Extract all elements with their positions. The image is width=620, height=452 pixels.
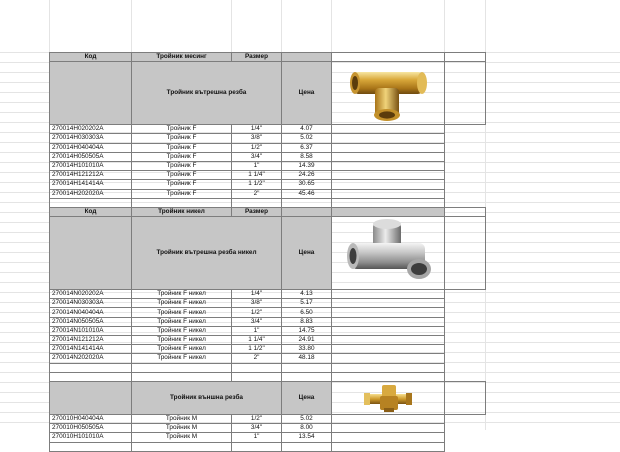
- header-name: Тройник месинг: [132, 53, 232, 62]
- cell-code: 270014N050505A: [50, 317, 132, 326]
- table-row: [50, 424, 486, 433]
- cell-name: Тройник F никел: [132, 290, 232, 299]
- cell-price: 24.26: [282, 171, 332, 180]
- cell-code: 270014H030303A: [50, 134, 132, 143]
- cell-price: 6.50: [282, 308, 332, 317]
- cell-price: 5.02: [282, 134, 332, 143]
- price-header: Цена: [282, 62, 332, 125]
- cell-name: Тройник F никел: [132, 336, 232, 345]
- table-row: [50, 171, 486, 180]
- table-row: [50, 354, 486, 363]
- table-row: [50, 189, 486, 198]
- cell-size: 1 1/4": [232, 336, 282, 345]
- cell-name: Тройник F: [132, 161, 232, 170]
- cell-price: 14.75: [282, 326, 332, 335]
- cell-name: Тройник F: [132, 152, 232, 161]
- cell-size: 1 1/2": [232, 345, 282, 354]
- cell-code: 270014N030303A: [50, 299, 132, 308]
- cell-price: 14.39: [282, 161, 332, 170]
- cell-code: 270014H121212A: [50, 171, 132, 180]
- cell-code: 270010H101010A: [50, 433, 132, 442]
- table-row: [50, 180, 486, 189]
- subheader-label: Тройник вътрешна резба: [132, 62, 282, 125]
- cell-size: 1": [232, 161, 282, 170]
- table-row: [50, 308, 486, 317]
- cell-size: 1/4": [232, 125, 282, 134]
- header-code: Код: [50, 53, 132, 62]
- cell-name: Тройник F: [132, 143, 232, 152]
- cell-code: 270014H202020A: [50, 189, 132, 198]
- header-code: Код: [50, 207, 132, 216]
- cell-price: 8.58: [282, 152, 332, 161]
- cell-price: 4.07: [282, 125, 332, 134]
- cell-name: Тройник F никел: [132, 326, 232, 335]
- cell-name: Тройник F никел: [132, 308, 232, 317]
- subheader-label: Тройник вътрешна резба никел: [132, 217, 282, 290]
- table-row: [50, 299, 486, 308]
- cell-name: Тройник F: [132, 125, 232, 134]
- brass-tee-image: [332, 62, 445, 125]
- cell-code: 270014H040404A: [50, 143, 132, 152]
- table-row: [50, 433, 486, 442]
- cell-price: 6.37: [282, 143, 332, 152]
- table-row: [50, 326, 486, 335]
- cell-price: 8.83: [282, 317, 332, 326]
- cell-code: 270014N020202A: [50, 290, 132, 299]
- table-row: [50, 152, 486, 161]
- table-row: [50, 125, 486, 134]
- cell-size: 1/2": [232, 143, 282, 152]
- cell-size: 3/8": [232, 134, 282, 143]
- cell-code: 270014N202020A: [50, 354, 132, 363]
- cell-size: 2": [232, 354, 282, 363]
- cell-name: Тройник F: [132, 180, 232, 189]
- price-header: Цена: [282, 217, 332, 290]
- nickel-tee-icon: [343, 217, 433, 289]
- cell-price: 4.13: [282, 290, 332, 299]
- cell-size: 1/2": [232, 414, 282, 423]
- cell-name: Тройник F никел: [132, 317, 232, 326]
- table-row: [50, 290, 486, 299]
- cell-size: 1/2": [232, 308, 282, 317]
- cell-size: 3/4": [232, 317, 282, 326]
- cell-name: Тройник F никел: [132, 354, 232, 363]
- cell-code: 270010H050505A: [50, 424, 132, 433]
- cell-code: 270014N121212A: [50, 336, 132, 345]
- cell-price: 24.91: [282, 336, 332, 345]
- cell-size: 3/4": [232, 152, 282, 161]
- subheader-row-male: [50, 381, 486, 414]
- male-tee-icon: [360, 382, 416, 414]
- table-row: [50, 336, 486, 345]
- table-row: [50, 317, 486, 326]
- cell-price: 13.54: [282, 433, 332, 442]
- subheader-label: Тройник външна резба: [132, 381, 282, 414]
- cell-price: 33.80: [282, 345, 332, 354]
- cell-name: Тройник M: [132, 414, 232, 423]
- table-row: [50, 345, 486, 354]
- cell-code: 270014N101010A: [50, 326, 132, 335]
- header-row-nickel: [50, 207, 486, 216]
- subheader-row-nickel: [50, 217, 486, 290]
- cell-price: 8.00: [282, 424, 332, 433]
- cell-name: Тройник F: [132, 171, 232, 180]
- cell-price: 5.17: [282, 299, 332, 308]
- cell-price: 5.02: [282, 414, 332, 423]
- price-header: Цена: [282, 381, 332, 414]
- cell-code: 270010H040404A: [50, 414, 132, 423]
- cell-size: 2": [232, 189, 282, 198]
- cell-code: 270014N040404A: [50, 308, 132, 317]
- cell-code: 270014H141414A: [50, 180, 132, 189]
- male-tee-image: [332, 381, 445, 414]
- cell-price: 45.46: [282, 189, 332, 198]
- cell-size: 1/4": [232, 290, 282, 299]
- header-size: Размер: [232, 207, 282, 216]
- cell-price: 30.65: [282, 180, 332, 189]
- cell-price: 48.18: [282, 354, 332, 363]
- cell-size: 3/8": [232, 299, 282, 308]
- header-row-brass: [50, 53, 486, 62]
- cell-name: Тройник F: [132, 189, 232, 198]
- cell-name: Тройник F никел: [132, 345, 232, 354]
- cell-name: Тройник M: [132, 433, 232, 442]
- cell-name: Тройник F: [132, 134, 232, 143]
- cell-code: 270014H050505A: [50, 152, 132, 161]
- subheader-row-brass: [50, 62, 486, 125]
- price-table: [49, 52, 486, 452]
- cell-size: 1 1/2": [232, 180, 282, 189]
- cell-size: 1 1/4": [232, 171, 282, 180]
- nickel-tee-image: [332, 217, 445, 290]
- cell-code: 270014H101010A: [50, 161, 132, 170]
- cell-name: Тройник F никел: [132, 299, 232, 308]
- table-row: [50, 414, 486, 423]
- table-row: [50, 143, 486, 152]
- table-row: [50, 161, 486, 170]
- cell-code: 270014H020202A: [50, 125, 132, 134]
- cell-size: 1": [232, 433, 282, 442]
- cell-size: 3/4": [232, 424, 282, 433]
- cell-name: Тройник M: [132, 424, 232, 433]
- table-row: [50, 134, 486, 143]
- cell-size: 1": [232, 326, 282, 335]
- header-size: Размер: [232, 53, 282, 62]
- header-name: Тройник никел: [132, 207, 232, 216]
- brass-tee-icon: [347, 62, 429, 124]
- cell-code: 270014N141414A: [50, 345, 132, 354]
